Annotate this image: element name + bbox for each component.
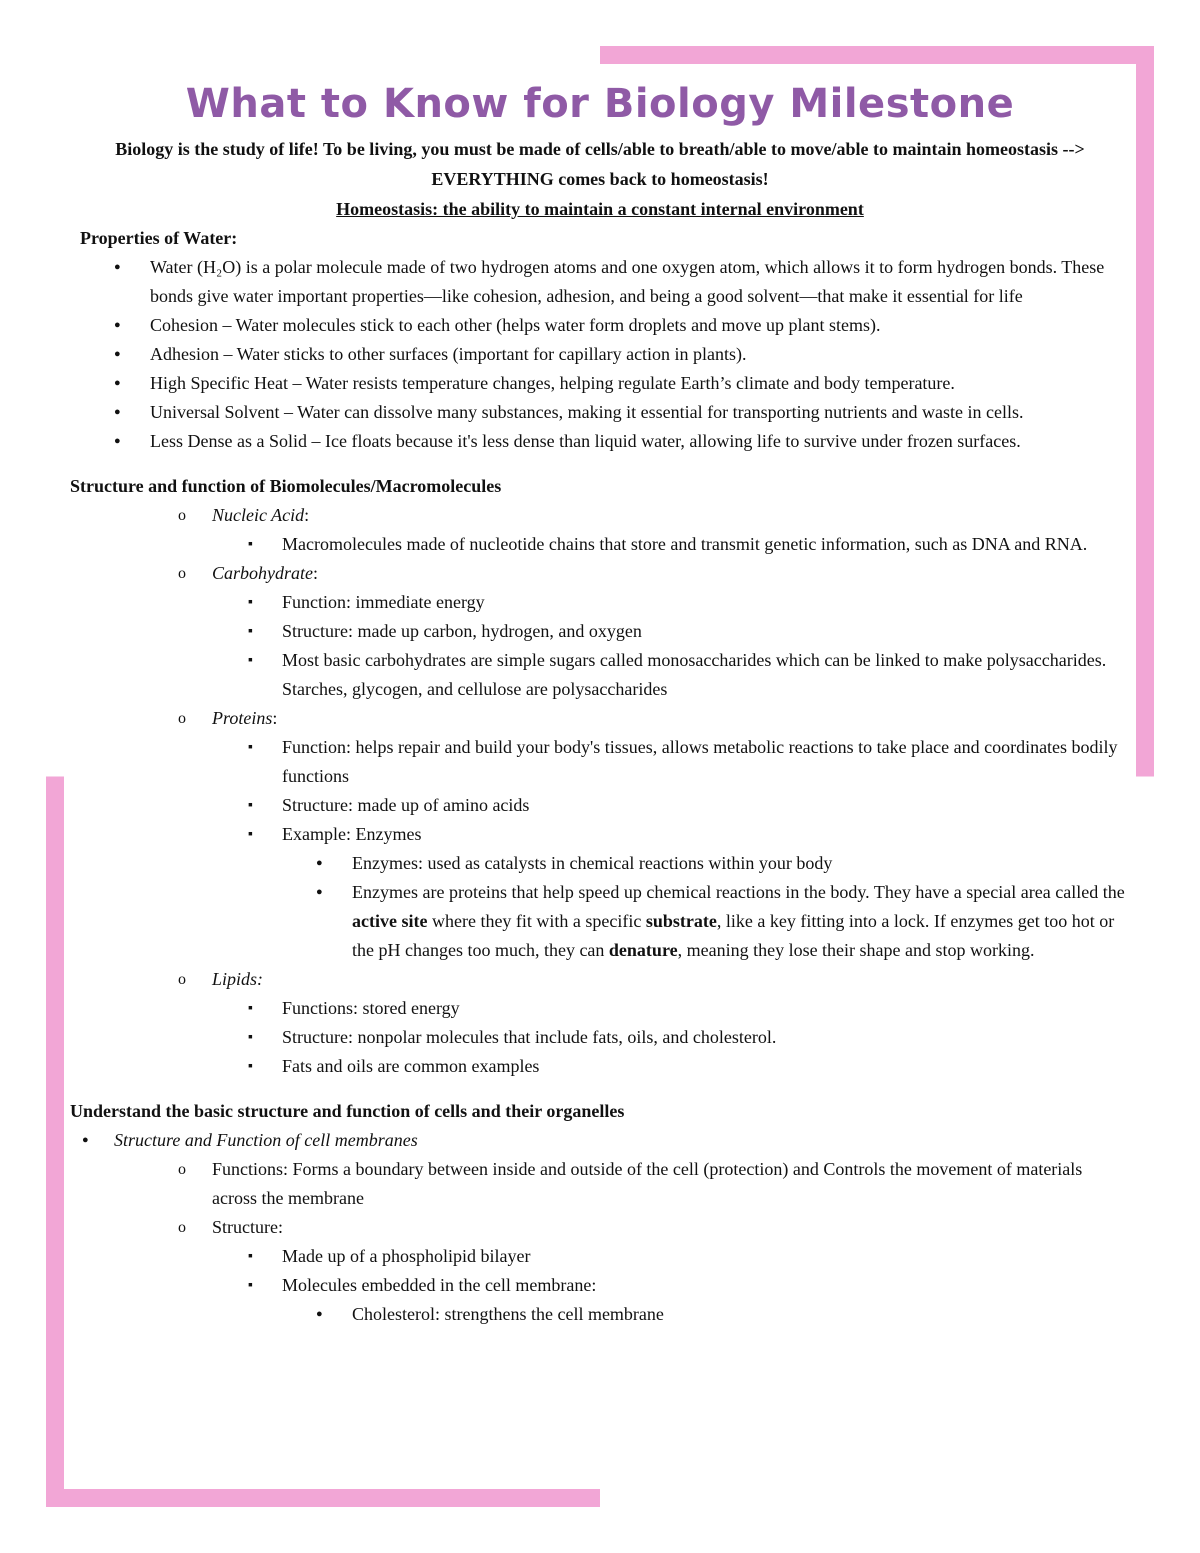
denature-term: denature	[608, 940, 678, 960]
detail-item: ▪ Functions: stored energy	[70, 994, 1130, 1023]
enzyme-details	[70, 849, 1130, 965]
nucleic-acid-details	[70, 530, 1130, 559]
lipids-details	[70, 994, 1130, 1081]
lipids-group	[70, 965, 1130, 994]
detail-item: ▪ Made up of a phospholipid bilayer	[70, 1242, 1130, 1271]
page-title: What to Know for Biology Milestone	[185, 81, 1015, 127]
biomolecule-list	[70, 501, 1130, 530]
substrate-term: substrate	[645, 911, 717, 931]
carbohydrate-item: o Carbohydrate:	[70, 559, 1130, 588]
detail-item: ▪ Structure: made up of amino acids	[70, 791, 1130, 820]
membrane-structure: o Structure:	[70, 1213, 1130, 1242]
detail-item: ▪ Function: helps repair and build your body's tissues, allows metabolic reactions to take place and coordinates bodily functions	[70, 733, 1130, 791]
enzyme-text: , meaning they lose their shape and stop working.	[677, 940, 1035, 960]
detail-item: ▪ Example: Enzymes	[70, 820, 1130, 849]
membrane-functions: o Functions: Forms a boundary between inside and outside of the cell (protection) and Controls the movement of materials across the membrane	[70, 1155, 1130, 1213]
detail-item: ▪ Macromolecules made of nucleotide chains that store and transmit genetic information, such as DNA and RNA.	[70, 530, 1130, 559]
detail-item: ▪ Structure: nonpolar molecules that include fats, oils, and cholesterol.	[70, 1023, 1130, 1052]
biomolecules-heading: Structure and function of Biomolecules/Macromolecules	[70, 476, 502, 496]
proteins-group	[70, 704, 1130, 733]
nucleic-acid-item: o Nucleic Acid:	[70, 501, 1130, 530]
active-site-term: active site	[352, 911, 428, 931]
water-item: ● Universal Solvent – Water can dissolve many substances, making it essential for transporting nutrients and waste in cells.	[70, 398, 1130, 427]
water-item: ● High Specific Heat – Water resists temperature changes, helping regulate Earth’s climate and body temperature.	[70, 369, 1130, 398]
enzyme-text: , like a key fitting into a lock. If enzymes get too hot or the pH changes too much, they can	[352, 911, 1115, 960]
intro-line: Biology is the study of life! To be living, you must be made of cells/able to breath/able to move/able to maintain homeostasis --> EVERYTHING comes back to homeostasis!	[115, 139, 1085, 189]
lipids-label: Lipids:	[212, 969, 264, 989]
water-heading: Properties of Water:	[80, 228, 238, 248]
enzyme-text: where they fit with a specific	[427, 911, 646, 931]
proteins-details	[70, 733, 1130, 849]
detail-item: ▪ Function: immediate energy	[70, 588, 1130, 617]
carbohydrate-group	[70, 559, 1130, 588]
membrane-item: ● Structure and Function of cell membranes	[70, 1126, 1130, 1155]
proteins-label: Proteins	[212, 708, 273, 728]
cholesterol-item: ● Cholesterol: strengthens the cell membrane	[70, 1300, 1130, 1329]
water-item: ● Cohesion – Water molecules stick to each other (helps water form droplets and move up plant stems).	[70, 311, 1130, 340]
water-item: ● Less Dense as a Solid – Ice floats because it's less dense than liquid water, allowing life to survive under frozen surfaces.	[70, 427, 1130, 456]
cells-heading: Understand the basic structure and function of cells and their organelles	[70, 1101, 625, 1121]
carbohydrate-label: Carbohydrate	[212, 563, 313, 583]
cells-list	[70, 1126, 1130, 1155]
water-item: ● Adhesion – Water sticks to other surfaces (important for capillary action in plants).	[70, 340, 1130, 369]
membrane-details	[70, 1155, 1130, 1242]
water-list	[70, 253, 1130, 456]
document	[70, 76, 1130, 1329]
enzyme-item: ● Enzymes: used as catalysts in chemical reactions within your body	[70, 849, 1130, 878]
detail-item: ▪ Most basic carbohydrates are simple sugars called monosaccharides which can be linked to make polysaccharides. Starches, glycogen, and cellulose are polysaccharides	[70, 646, 1130, 704]
enzyme-text: Enzymes are proteins that help speed up chemical reactions in the body. They have a special area called the	[352, 882, 1125, 902]
membrane-structure-details	[70, 1242, 1130, 1300]
detail-item: ▪ Structure: made up carbon, hydrogen, and oxygen	[70, 617, 1130, 646]
detail-item: ▪ Fats and oils are common examples	[70, 1052, 1130, 1081]
enzyme-item	[70, 878, 1130, 965]
proteins-item: o Proteins:	[70, 704, 1130, 733]
carbohydrate-details	[70, 588, 1130, 704]
nucleic-acid-label: Nucleic Acid	[212, 505, 305, 525]
embedded-molecules	[70, 1300, 1130, 1329]
water-item: ● Water (H₂O) is a polar molecule made of two hydrogen atoms and one oxygen atom, which allows it to form hydrogen bonds. These bonds give water important properties—like cohesion, adhesion, and being a good solvent—that make it essential for life	[70, 253, 1130, 311]
homeostasis-definition: Homeostasis: the ability to maintain a constant internal environment	[336, 199, 864, 219]
lipids-item	[70, 965, 1130, 994]
intro-text	[70, 134, 1130, 224]
detail-item: ▪ Molecules embedded in the cell membrane:	[70, 1271, 1130, 1300]
